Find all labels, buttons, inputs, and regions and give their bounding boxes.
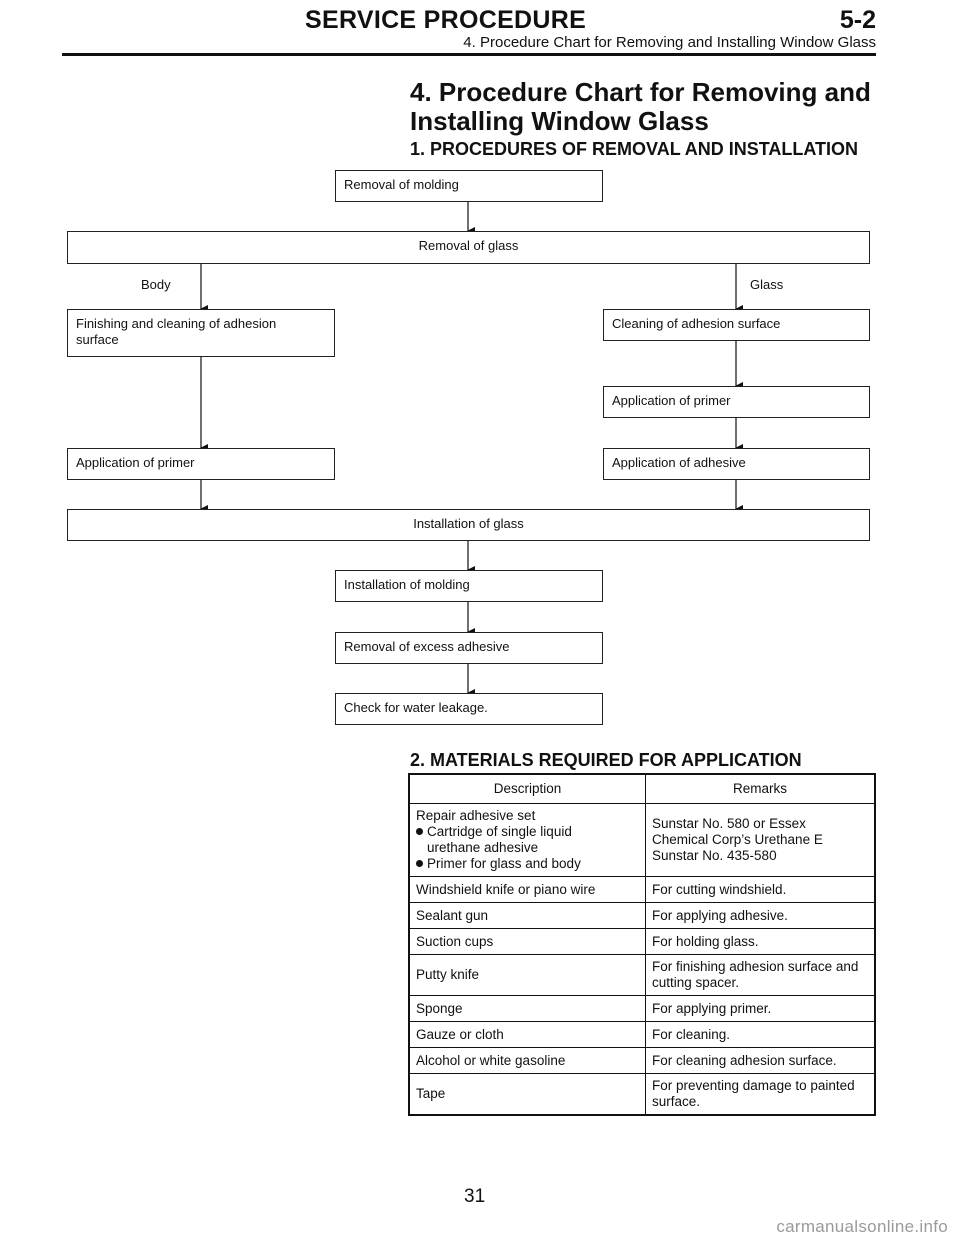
- column-header-remarks: Remarks: [646, 774, 876, 804]
- bullet-text: urethane adhesive: [427, 840, 539, 855]
- table-cell-description: Gauze or cloth: [409, 1022, 646, 1048]
- table-row: [409, 929, 875, 955]
- table-cell-description: Putty knife: [409, 955, 646, 996]
- header-section-code: 5-2: [839, 6, 876, 34]
- table-cell-description: Windshield knife or piano wire: [409, 877, 646, 903]
- table-cell-remarks: For holding glass.: [646, 929, 876, 955]
- flow-step-body-primer: Application of primer: [67, 448, 335, 480]
- table-cell-remarks: For applying primer.: [646, 996, 876, 1022]
- table-row: [409, 804, 875, 877]
- flow-label-body: Body: [141, 277, 171, 292]
- section-heading-procedures: 1. PROCEDURES OF REMOVAL AND INSTALLATION: [410, 139, 859, 159]
- remark-text: For preventing damage to painted: [652, 1078, 855, 1093]
- table-row: [409, 955, 875, 996]
- table-cell-remarks: For cleaning.: [646, 1022, 876, 1048]
- table-header-row: [409, 774, 875, 804]
- flow-step-removal-of-excess-adhesive: Removal of excess adhesive: [335, 632, 603, 664]
- section-heading-materials: 2. MATERIALS REQUIRED FOR APPLICATION: [410, 750, 802, 770]
- table-row: [409, 903, 875, 929]
- remark-text: Sunstar No. 435-580: [652, 848, 777, 863]
- bullet-text: Primer for glass and body: [427, 856, 581, 871]
- table-row: [409, 877, 875, 903]
- table-row: [409, 1074, 875, 1116]
- watermark-text: carmanualsonline.info: [776, 1217, 948, 1236]
- flow-label-glass: Glass: [750, 277, 784, 292]
- flow-step-check-water-leakage: Check for water leakage.: [335, 693, 603, 725]
- table-row: [409, 1048, 875, 1074]
- materials-table: [408, 773, 876, 1116]
- table-cell-remarks: [646, 804, 876, 877]
- flow-step-removal-of-glass: Removal of glass: [67, 231, 870, 264]
- header-subtitle: 4. Procedure Chart for Removing and Installing Window Glass: [463, 34, 876, 51]
- table-cell-description: Sealant gun: [409, 903, 646, 929]
- table-cell-description: Tape: [409, 1074, 646, 1116]
- page-title-line1: 4. Procedure Chart for Removing and: [410, 77, 871, 107]
- flow-step-installation-of-molding: Installation of molding: [335, 570, 603, 602]
- remark-text: Sunstar No. 580 or Essex: [652, 816, 806, 831]
- page-number: 31: [464, 1186, 486, 1207]
- table-cell-remarks: For cleaning adhesion surface.: [646, 1048, 876, 1074]
- bullet-text: Cartridge of single liquid: [427, 824, 572, 839]
- remark-text: Chemical Corp’s Urethane E: [652, 832, 823, 847]
- flow-step-finishing-line2: surface: [76, 332, 119, 347]
- page-title-line2: Installing Window Glass: [410, 106, 709, 136]
- column-header-description: Description: [409, 774, 646, 804]
- flow-step-removal-of-molding: Removal of molding: [335, 170, 603, 202]
- flow-step-finishing-line1: Finishing and cleaning of adhesion: [76, 316, 277, 331]
- table-row: [409, 1022, 875, 1048]
- bullet-item: [416, 856, 639, 872]
- table-cell-description: Alcohol or white gasoline: [409, 1048, 646, 1074]
- repair-adhesive-set-title: Repair adhesive set: [416, 808, 536, 823]
- table-row: [409, 996, 875, 1022]
- remark-text: cutting spacer.: [652, 975, 740, 990]
- table-cell-remarks: For applying adhesive.: [646, 903, 876, 929]
- flow-step-glass-primer: Application of primer: [603, 386, 870, 418]
- table-cell-remarks: For cutting windshield.: [646, 877, 876, 903]
- remark-text: For finishing adhesion surface and: [652, 959, 859, 974]
- header-section-title: SERVICE PROCEDURE: [305, 6, 587, 34]
- remark-text: surface.: [652, 1094, 701, 1109]
- table-cell-description: [409, 804, 646, 877]
- table-cell-remarks: [646, 955, 876, 996]
- flow-step-cleaning-adhesion-surface: Cleaning of adhesion surface: [603, 309, 870, 341]
- flow-step-application-of-adhesive: Application of adhesive: [603, 448, 870, 480]
- flow-step-installation-of-glass: Installation of glass: [67, 509, 870, 541]
- flow-step-finishing-cleaning: [67, 309, 335, 357]
- table-cell-description: Suction cups: [409, 929, 646, 955]
- table-cell-description: Sponge: [409, 996, 646, 1022]
- table-cell-remarks: [646, 1074, 876, 1116]
- bullet-item: [416, 824, 639, 856]
